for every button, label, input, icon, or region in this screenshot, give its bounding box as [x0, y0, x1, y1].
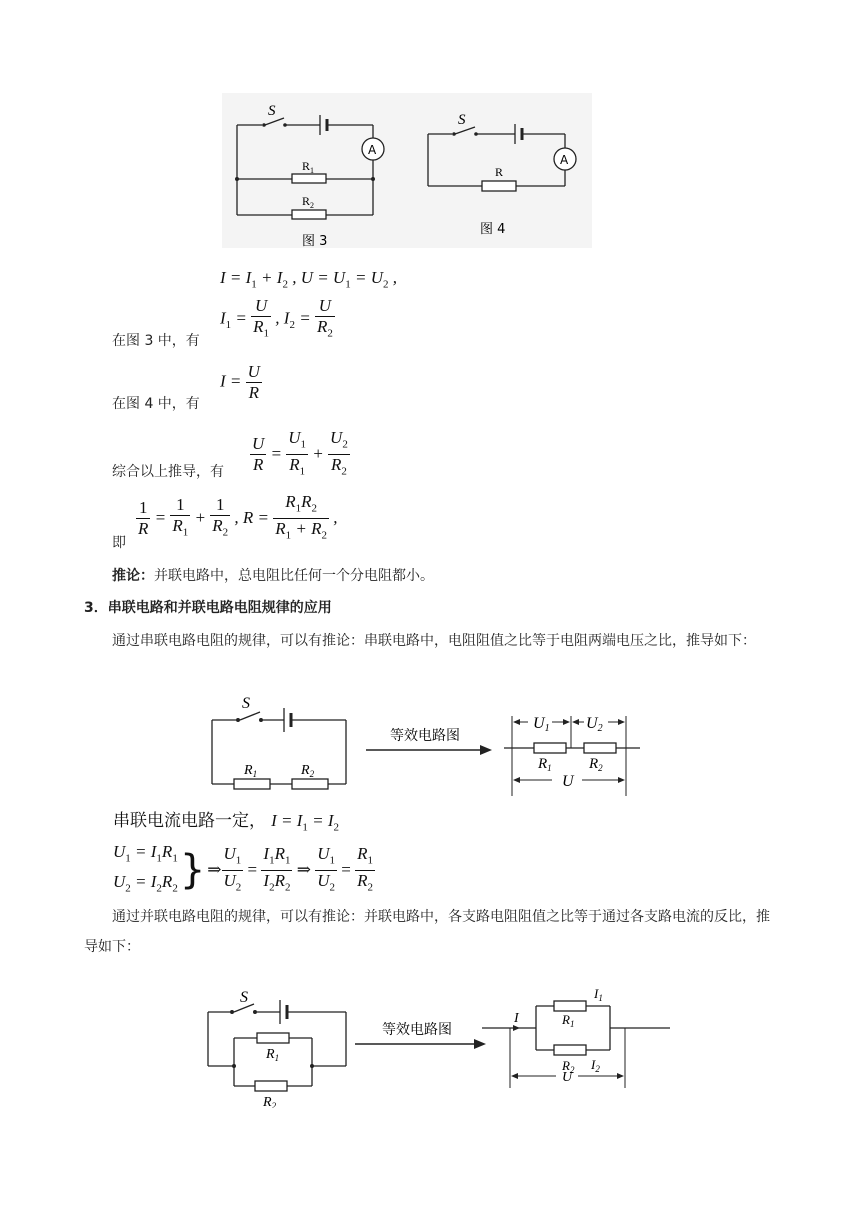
- svg-text:U2: [586, 715, 603, 734]
- fig3-r1-label: R: [302, 159, 311, 173]
- parallel-circuit-figure: [200, 978, 680, 1108]
- parallel-u-total: U: [562, 1070, 573, 1085]
- series-u2-sub: 2: [597, 723, 603, 734]
- fig3-r2-sub: 2: [310, 201, 315, 210]
- equation-branch-currents: $I_1$ = $\frac{U}{R_1}$ , $I_2$ = $\frac{U}{R_2}$: [220, 296, 333, 340]
- svg-text:R1: $R_1$: [562, 1012, 575, 1029]
- conclusion-line: [112, 565, 434, 585]
- text-combined: 综合以上推导，有: [112, 464, 224, 480]
- svg-text:R1: [302, 159, 314, 175]
- fig4-ammeter-label: A: [560, 153, 569, 167]
- equation-fig4-current: I = $\frac{U}{R}$: [220, 362, 260, 402]
- series-r1-sub: 1: [252, 769, 258, 779]
- text-in-fig3: 在图 3 中，有: [112, 333, 200, 349]
- conclusion-label: 推论：: [112, 568, 154, 584]
- series-ratio-derivation: $U_1 = I_1R_1$ $U_2 = I_2R_2$ } ⇒ $\frac{U_1}{U_2}$ = $\frac{I_1R_1}{I_2R_2}$ ⇒ $\frac{U_1}{U_2}$ = $\frac{R_1}{R_2}$: [113, 842, 373, 895]
- parallel-r2: R: [263, 1095, 272, 1108]
- fig3-ammeter-label: A: [368, 143, 377, 157]
- series-circuit-figure: [200, 688, 650, 798]
- figure-3-circuit: [222, 93, 397, 253]
- series-current-line: 串联电流电路一定， $I = I_1 = I_2$: [113, 811, 340, 834]
- series-r1: R: [244, 763, 253, 778]
- fig3-caption: 图 3: [302, 234, 328, 249]
- section3-heading: 3．串联电路和并联电路电阻规律的应用: [84, 600, 332, 616]
- series-u2: U: [586, 715, 598, 732]
- series-current-text: 串联电流电路一定，: [113, 811, 266, 831]
- conclusion-text: 并联电路中，总电阻比任何一个分电阻都小。: [154, 568, 434, 584]
- fig4-caption: 图 4: [480, 222, 506, 237]
- svg-text:R2: [302, 194, 314, 210]
- equation-parallel-current-voltage: $I = I_1 + I_2$ , $U = U_1 = U_2$ ,: [220, 268, 397, 291]
- parallel-r1-sub: 1: [274, 1053, 280, 1063]
- svg-text:R1: [265, 1047, 279, 1063]
- fig4-r-label: R: [495, 165, 504, 179]
- parallel-i1-sub: 1: [598, 993, 603, 1003]
- series-u1: U: [533, 715, 545, 732]
- parallel-intro-paragraph: 通过并联电路电阻的规律，可以有推论：并联电路中，各支路电阻阻值之比等于通过各支路电流的反比，推导如下：: [84, 909, 770, 955]
- svg-text:R1: [243, 763, 257, 779]
- svg-text:R2: $R_2$: [589, 756, 603, 773]
- text-in-fig4: 在图 4 中，有: [112, 396, 200, 412]
- parallel-i2: I: [591, 1057, 596, 1072]
- series-switch-label: S: [242, 695, 250, 712]
- svg-text:I2: [590, 1057, 600, 1074]
- series-intro-paragraph: 通过串联电路电阻的规律，可以有推论：串联电路中，电阻阻值之比等于电阻两端电压之比，推导如下：: [112, 633, 756, 649]
- fig4-switch-label: S: [458, 112, 466, 128]
- parallel-i: I: [514, 1011, 519, 1026]
- equation-parallel-resistance: $\frac{1}{R}$ = $\frac{1}{R_1}$ + $\frac{1}{R_2}$ , R = $\frac{R_1R_2}{R_1 + R_2}$ ,: [138, 492, 338, 542]
- parallel-i1: I: [594, 986, 599, 1001]
- fig3-switch-label: S: [268, 103, 276, 119]
- series-u1-sub: 1: [544, 723, 550, 734]
- svg-text:R1: $R_1$: [538, 756, 552, 773]
- series-arrow-label: 等效电路图: [390, 728, 460, 744]
- svg-text:R2: $R_2$: [562, 1058, 575, 1075]
- parallel-r2-sub: 2: [271, 1101, 277, 1108]
- series-r2: R: [301, 763, 310, 778]
- parallel-i2-sub: 2: [595, 1064, 600, 1074]
- svg-text:U1: [533, 715, 550, 734]
- parallel-r1: R: [266, 1047, 275, 1062]
- equation-combined: $\frac{U}{R}$ = $\frac{U_1}{R_1}$ + $\frac{U_2}{R_2}$: [252, 428, 348, 478]
- parallel-arrow-label: 等效电路图: [382, 1022, 452, 1038]
- fig3-r1-sub: 1: [310, 166, 315, 175]
- svg-text:I1: [593, 986, 603, 1003]
- fig3-r2-label: R: [302, 194, 311, 208]
- series-r2-sub: 2: [309, 769, 315, 779]
- figure-4-circuit: [420, 105, 585, 240]
- text-namely: 即: [112, 535, 126, 551]
- parallel-switch-label: S: [240, 989, 248, 1006]
- series-u-total: U: [562, 773, 574, 790]
- svg-text:R2: [262, 1095, 277, 1108]
- svg-text:R2: [300, 763, 315, 779]
